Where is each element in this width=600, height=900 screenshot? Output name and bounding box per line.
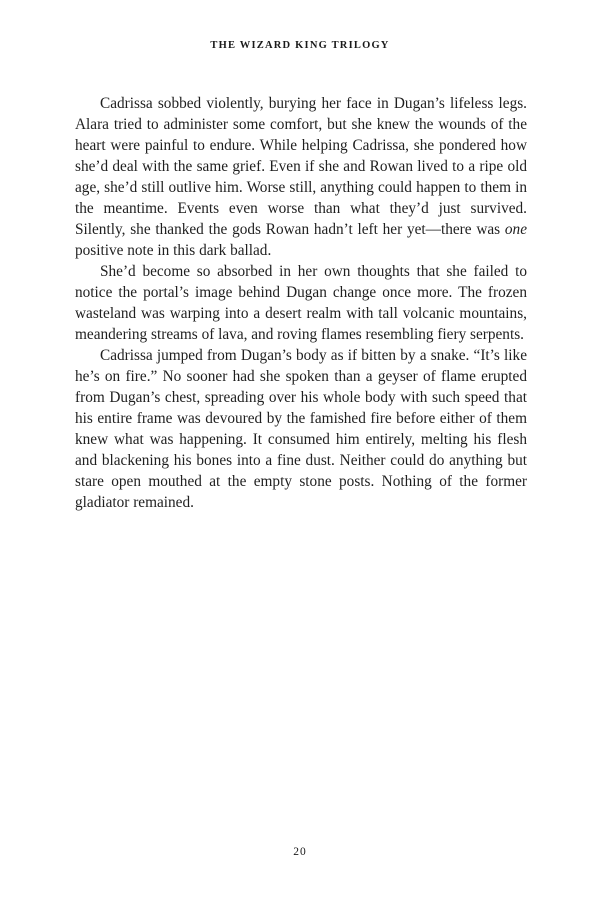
emphasized-word: one (504, 221, 527, 238)
page-number: 20 (293, 846, 307, 858)
paragraph-1-text-before: Cadrissa sobbed violently, burying her face in Dugan’s lifeless legs. Alara tried to administer some comfort, but she knew the wounds of the heart were painful to endure. While helping Cadrissa, she pondered how she’d deal with the same grief. Even if she and Rowan lived to a ripe old age, she’d still outlive him. Worse still, anything could happen to them in the meantime. Events even worse than what they’d just survived. Silently, she thanked the gods Rowan hadn’t left her yet—there was (75, 95, 527, 238)
running-head: THE WIZARD KING TRILOGY (210, 40, 390, 51)
text-block (75, 93, 527, 513)
paragraph-2: She’d become so absorbed in her own thoughts that she failed to notice the portal’s image behind Dugan change once more. The frozen wasteland was warping into a desert realm with tall volcanic mountains, meandering streams of lava, and roving flames resembling fiery serpents. (75, 263, 527, 343)
paragraph-1 (75, 93, 527, 261)
paragraph-3: Cadrissa jumped from Dugan’s body as if bitten by a snake. “It’s like he’s on fire.” No sooner had she spoken than a geyser of flame erupted from Dugan’s chest, spreading over his whole body with such speed that his entire frame was devoured by the famished fire before either of them knew what was happening. It consumed him entirely, melting his flesh and blackening his bones into a fine dust. Neither could do anything but stare open mouthed at the empty stone posts. Nothing of the former gladiator remained. (75, 347, 527, 511)
paragraph-1-text-after: positive note in this dark ballad. (75, 242, 272, 259)
